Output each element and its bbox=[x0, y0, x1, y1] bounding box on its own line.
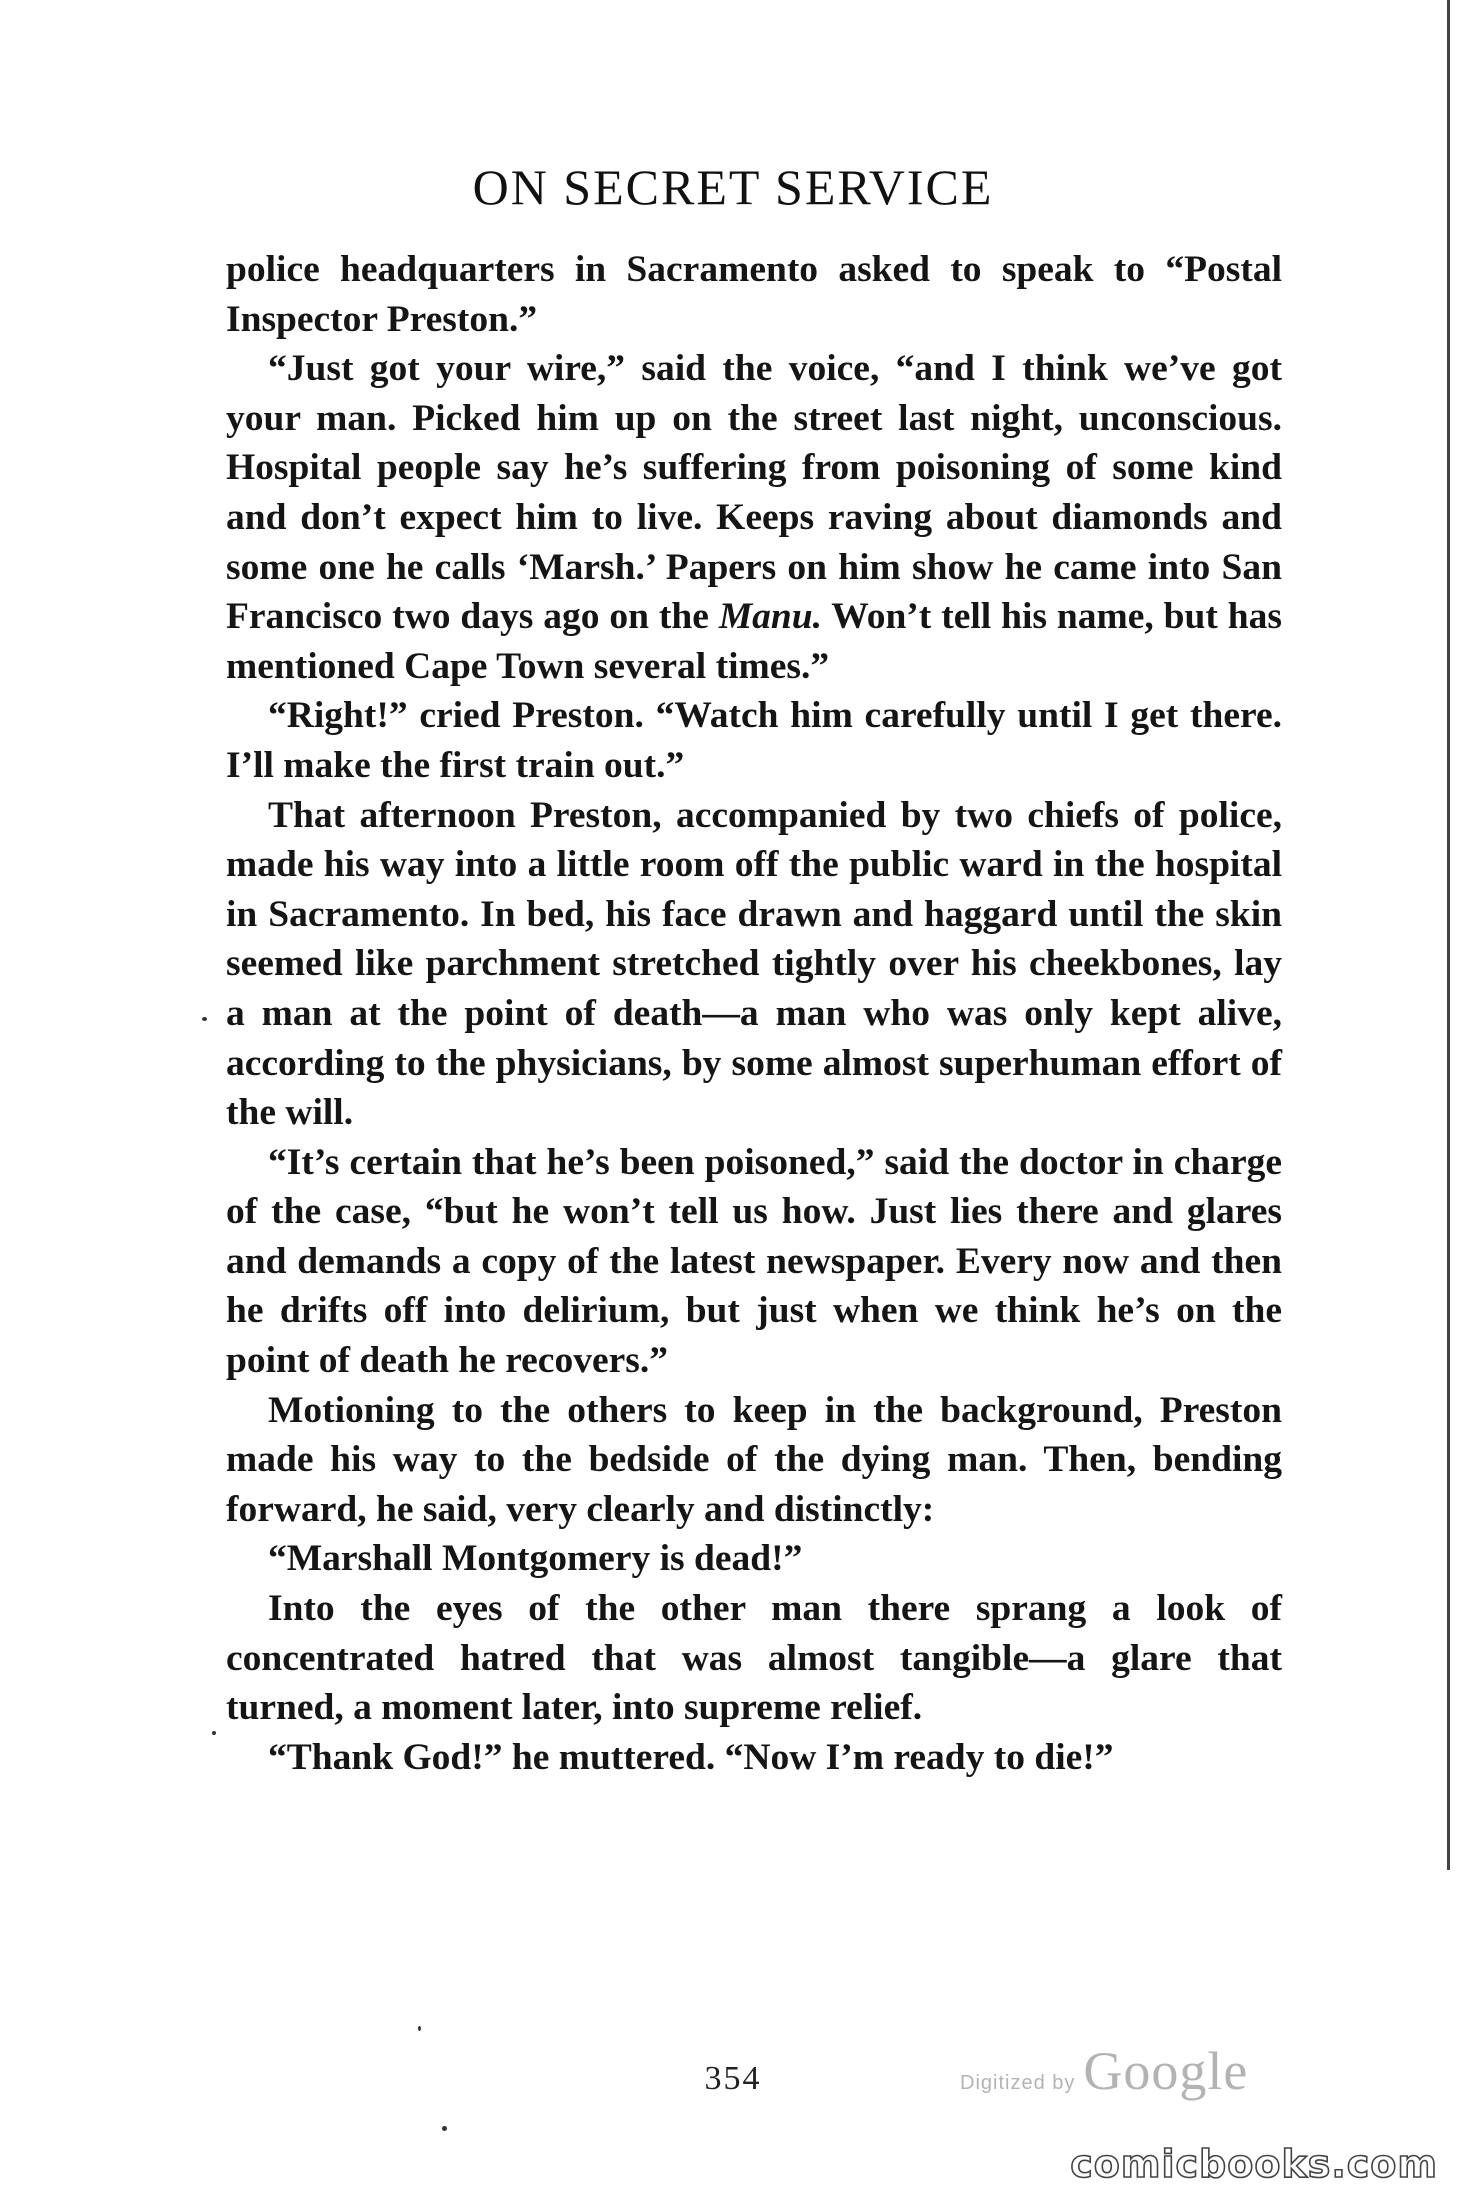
paragraph: Motioning to the others to keep in the background, Preston made his way to the bedside of the dying man. Then, bending forward, he said, very clearly and distinctly: bbox=[226, 1389, 1282, 1530]
paragraph: “Marshall Montgomery is dead!” bbox=[268, 1538, 803, 1580]
running-head: ON SECRET SERVICE bbox=[472, 159, 994, 215]
page-number: 354 bbox=[704, 2060, 762, 2097]
digitized-label: Digitized by bbox=[960, 2072, 1076, 2094]
paragraph: police headquarters in Sacramento asked to speak to “Postal Inspector Preston.” bbox=[226, 249, 1282, 340]
scan-speck bbox=[418, 2026, 421, 2031]
page-edge-shadow bbox=[1447, 0, 1450, 1870]
paragraph bbox=[226, 344, 1282, 691]
body-text bbox=[226, 245, 1282, 1782]
google-logo: Google bbox=[1083, 2041, 1249, 2101]
site-watermark: comicbooks.com bbox=[1070, 2142, 1438, 2186]
paragraph: That afternoon Preston, accompanied by two chiefs of police, made his way into a little room off the public ward in the hospital in Sacramento. In bed, his face drawn and haggard until the skin seemed like parchment stretched tightly over his cheekbones, lay a man at the point of death—a man who was only kept alive, according to the physicians, by some almost superhuman effort of the will. bbox=[226, 794, 1282, 1134]
paragraph-text: “Just got your wire,” said the voice, “and I think we’ve got your man. Picked him up on the street last night, unconscious. Hospital people say he’s suffering from poisoning of some kind and don’t expect him to live. Keeps raving about diamonds and some one he calls ‘Marsh.’ Papers on him show he came into San Francisco two days ago on the bbox=[226, 348, 1282, 638]
paragraph: Into the eyes of the other man there sprang a look of concentrated hatred that was almost tangible—a glare that turned, a moment later, into supreme relief. bbox=[226, 1588, 1282, 1729]
scan-speck bbox=[212, 1731, 216, 1735]
scan-speck bbox=[202, 1017, 207, 1021]
digitized-by-google-stamp bbox=[960, 2040, 1248, 2102]
paragraph: “It’s certain that he’s been poisoned,” said the doctor in charge of the case, “but he won’t tell us how. Just lies there and glares and demands a copy of the latest newspaper. Every now and then he drifts off into delirium, but just when we think he’s on the point of death he recovers.” bbox=[226, 1141, 1282, 1382]
paragraph: “Thank God!” he muttered. “Now I’m ready to die!” bbox=[268, 1736, 1114, 1778]
ship-name: Manu. bbox=[718, 596, 823, 638]
paragraph-text: Won’t tell his name, but has mentioned Cape Town several times.” bbox=[226, 596, 1282, 687]
paragraph: “Right!” cried Preston. “Watch him carefully until I get there. I’ll make the first train out.” bbox=[226, 695, 1282, 786]
scan-speck bbox=[442, 2126, 447, 2131]
